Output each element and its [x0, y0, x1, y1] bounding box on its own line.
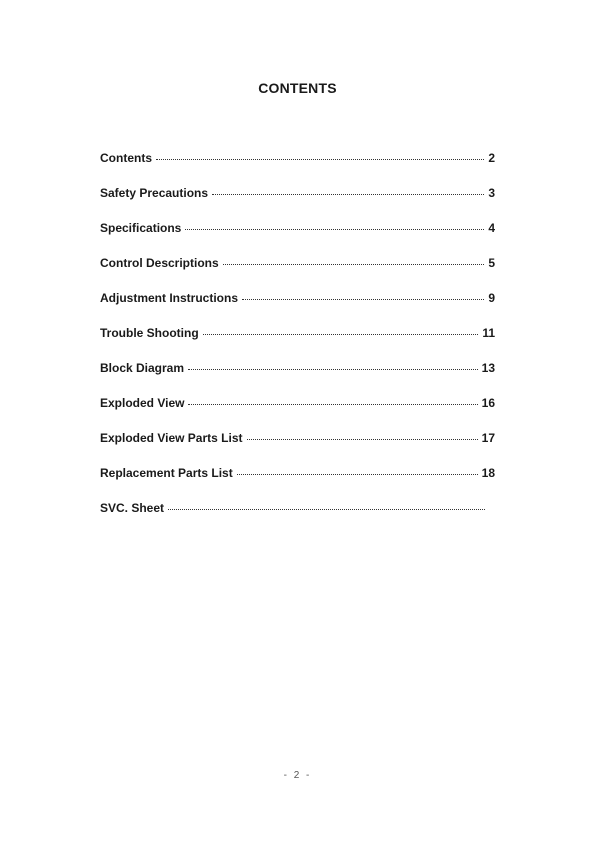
dot-leader [242, 299, 484, 300]
dot-leader [237, 474, 478, 475]
toc-entry-label: Block Diagram [100, 361, 185, 375]
dot-leader [247, 439, 478, 440]
toc-entry-page: 3 [488, 186, 495, 200]
toc-entry-label: Trouble Shooting [100, 326, 199, 340]
dot-leader [168, 509, 485, 510]
toc-entry-label: Contents [100, 151, 152, 165]
toc-entry-label: Exploded View Parts List [100, 431, 243, 445]
toc-entry-label: Exploded View [100, 396, 185, 410]
toc-entry-trouble-shooting[interactable] [100, 326, 495, 361]
table-of-contents [100, 151, 495, 536]
toc-entry-page: 13 [481, 361, 495, 375]
toc-entry-label: SVC. Sheet [100, 501, 165, 515]
page-title: CONTENTS [258, 80, 337, 96]
toc-entry-page: 18 [481, 466, 495, 480]
dot-leader [188, 404, 477, 405]
dot-leader [188, 369, 478, 370]
toc-entry-exploded-view[interactable] [100, 396, 495, 431]
toc-entry-page: 2 [488, 151, 495, 165]
toc-entry-label: Adjustment Instructions [100, 291, 239, 305]
toc-entry-contents[interactable] [100, 151, 495, 186]
toc-entry-replacement-parts-list[interactable] [100, 466, 495, 501]
dot-leader [203, 334, 479, 335]
toc-entry-page: 11 [482, 326, 495, 340]
toc-entry-page: 16 [481, 396, 495, 410]
dot-leader [185, 229, 484, 230]
toc-entry-page: 5 [488, 256, 495, 270]
toc-entry-control-descriptions[interactable] [100, 256, 495, 291]
toc-entry-page: 4 [488, 221, 495, 235]
toc-entry-label: Safety Precautions [100, 186, 209, 200]
toc-entry-label: Specifications [100, 221, 182, 235]
toc-entry-page: 9 [488, 291, 495, 305]
dot-leader [212, 194, 484, 195]
dot-leader [223, 264, 485, 265]
toc-entry-adjustment-instructions[interactable] [100, 291, 495, 326]
toc-entry-svc-sheet[interactable] [100, 501, 495, 536]
dot-leader [156, 159, 484, 160]
toc-entry-block-diagram[interactable] [100, 361, 495, 396]
toc-entry-page: 17 [481, 431, 495, 445]
toc-entry-exploded-view-parts-list[interactable] [100, 431, 495, 466]
toc-entry-specifications[interactable] [100, 221, 495, 256]
page-number-footer: - 2 - [283, 770, 312, 781]
toc-entry-label: Control Descriptions [100, 256, 219, 270]
toc-entry-label: Replacement Parts List [100, 466, 233, 480]
toc-entry-safety-precautions[interactable] [100, 186, 495, 221]
